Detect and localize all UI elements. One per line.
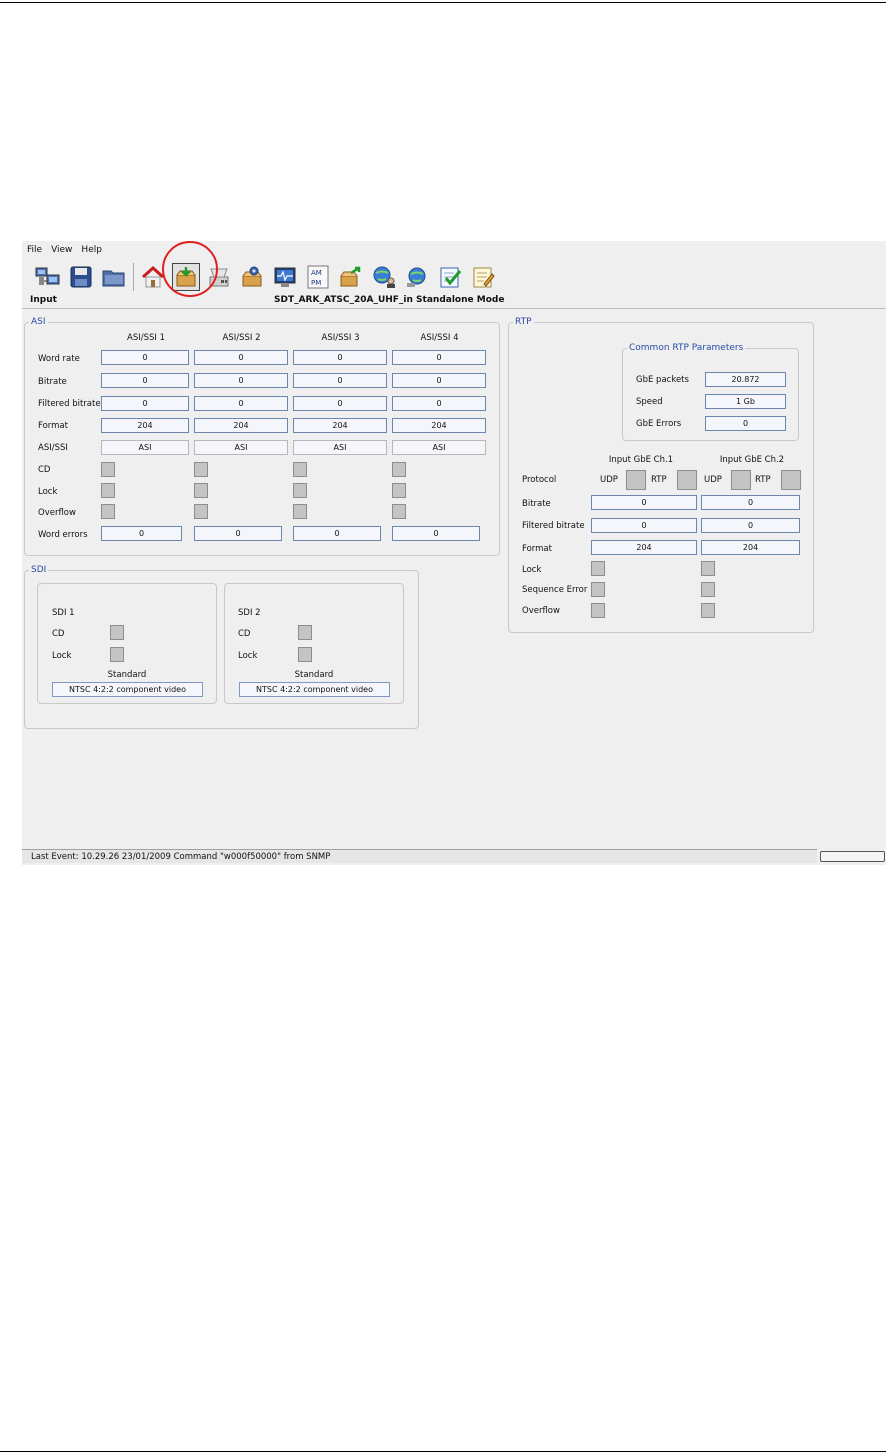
asi-word-rate-field: 0	[293, 350, 387, 365]
am-label: AM	[311, 269, 322, 277]
sdi-1-cd-indicator	[110, 625, 124, 640]
asi-overflow-indicator	[101, 504, 115, 519]
speed-field: 1 Gb	[705, 394, 786, 409]
asi-word-errors-field: 0	[101, 526, 182, 541]
asi-ssi-field: ASI	[101, 440, 189, 455]
rtp-ch2-filtered-bitrate-field: 0	[701, 518, 800, 533]
asi-ssi-field: ASI	[194, 440, 288, 455]
sdi-legend: SDI	[31, 565, 47, 575]
gbe-errors-label: GbE Errors	[636, 419, 682, 429]
save-icon[interactable]	[67, 263, 95, 291]
rtp-format-label: Format	[522, 544, 552, 554]
rtp-ch1-lock-indicator	[591, 561, 605, 576]
asi-word-errors-label: Word errors	[38, 530, 88, 540]
asi-format-field: 204	[293, 418, 387, 433]
sdi-2-standard-field: NTSC 4:2:2 component video	[239, 682, 390, 697]
am-pm-icon[interactable]	[304, 263, 332, 291]
gbe-ch2-header: Input GbE Ch.2	[719, 455, 785, 465]
asi-bitrate-field: 0	[392, 373, 486, 388]
ch1-rtp-indicator	[677, 470, 697, 490]
asi-cd-indicator	[194, 462, 208, 477]
sdi-2-standard-label: Standard	[294, 670, 334, 680]
asi-lock-indicator	[293, 483, 307, 498]
status-bar: Last Event: 10.29.26 23/01/2009 Command "w000f50000" from SNMP	[22, 849, 817, 863]
rtp-ch1-bitrate-field: 0	[591, 495, 697, 510]
sdi-2-lock-label: Lock	[238, 651, 258, 661]
ch1-rtp-label: RTP	[651, 475, 667, 485]
rtp-ch2-overflow-indicator	[701, 603, 715, 618]
menu-view[interactable]: View	[51, 245, 73, 255]
toolbar	[34, 261, 502, 293]
mode-title: SDT_ARK_ATSC_20A_UHF_in Standalone Mode	[274, 295, 505, 305]
rtp-legend: RTP	[515, 317, 532, 327]
sdi-2-title: SDI 2	[238, 608, 261, 618]
sdi-1-standard-label: Standard	[107, 670, 147, 680]
pm-label: PM	[311, 279, 322, 287]
header-divider	[22, 308, 886, 309]
asi-bitrate-field: 0	[101, 373, 189, 388]
asi-lock-indicator	[392, 483, 406, 498]
menu-file[interactable]: File	[27, 245, 43, 255]
application-window	[22, 241, 886, 865]
asi-format-label: Format	[38, 421, 68, 431]
gbe-packets-label: GbE packets	[636, 375, 689, 385]
asi-bitrate-field: 0	[194, 373, 288, 388]
asi-format-field: 204	[101, 418, 189, 433]
asi-lock-label: Lock	[38, 487, 58, 497]
rtp-ch1-overflow-indicator	[591, 603, 605, 618]
sdi-1-standard-field: NTSC 4:2:2 component video	[52, 682, 203, 697]
gbe-packets-field: 20.872	[705, 372, 786, 387]
menu-bar	[27, 245, 102, 255]
asi-column-header: ASI/SSI 4	[420, 333, 459, 343]
rtp-content	[508, 317, 814, 633]
asi-format-field: 204	[194, 418, 288, 433]
asi-overflow-indicator	[392, 504, 406, 519]
gbe-errors-field: 0	[705, 416, 786, 431]
asi-lock-indicator	[101, 483, 115, 498]
network-computers-icon[interactable]	[34, 263, 62, 291]
toolbar-separator	[133, 263, 134, 291]
asi-word-rate-field: 0	[194, 350, 288, 365]
asi-ssi-field: ASI	[293, 440, 387, 455]
asi-cd-indicator	[392, 462, 406, 477]
asi-filtered-bitrate-label: Filtered bitrate	[38, 399, 101, 409]
open-folder-icon[interactable]	[100, 263, 128, 291]
ch1-udp-label: UDP	[600, 475, 618, 485]
rtp-ch2-sequence-error-indicator	[701, 582, 715, 597]
ch2-udp-indicator	[731, 470, 751, 490]
sdi-1-title: SDI 1	[52, 608, 75, 618]
asi-word-rate-label: Word rate	[38, 354, 80, 364]
asi-lock-indicator	[194, 483, 208, 498]
asi-filtered-bitrate-field: 0	[101, 396, 189, 411]
asi-word-errors-field: 0	[194, 526, 282, 541]
page-title: Input	[30, 295, 57, 305]
asi-column-header: ASI/SSI 1	[127, 333, 165, 343]
highlight-circle	[162, 241, 218, 297]
ch2-udp-label: UDP	[704, 475, 722, 485]
export-box-icon[interactable]	[337, 263, 365, 291]
rtp-bitrate-label: Bitrate	[522, 499, 551, 509]
box-settings-icon[interactable]	[238, 263, 266, 291]
asi-column-header: ASI/SSI 2	[222, 333, 261, 343]
sdi-1-cd-label: CD	[52, 629, 65, 639]
asi-ssi-field: ASI	[392, 440, 486, 455]
asi-format-field: 204	[392, 418, 486, 433]
rtp-overflow-label: Overflow	[522, 606, 560, 616]
monitor-waveform-icon[interactable]	[271, 263, 299, 291]
sdi-1-lock-indicator	[110, 647, 124, 662]
asi-filtered-bitrate-field: 0	[392, 396, 486, 411]
asi-bitrate-field: 0	[293, 373, 387, 388]
rtp-ch2-lock-indicator	[701, 561, 715, 576]
sdi-content	[24, 565, 419, 729]
asi-filtered-bitrate-field: 0	[293, 396, 387, 411]
rtp-ch2-format-field: 204	[701, 540, 800, 555]
sequence-error-label: Sequence Error	[522, 585, 588, 595]
page-bottom-rule	[0, 1451, 886, 1452]
asi-cd-label: CD	[38, 465, 51, 475]
ch2-rtp-indicator	[781, 470, 801, 490]
asi-word-errors-field: 0	[392, 526, 480, 541]
sdi-2-lock-indicator	[298, 647, 312, 662]
checklist-icon[interactable]	[436, 263, 464, 291]
asi-column-header: ASI/SSI 3	[321, 333, 360, 343]
sdi-2-cd-label: CD	[238, 629, 251, 639]
asi-word-errors-field: 0	[293, 526, 381, 541]
protocol-label: Protocol	[522, 475, 557, 485]
common-rtp-legend: Common RTP Parameters	[629, 343, 744, 353]
asi-overflow-indicator	[293, 504, 307, 519]
rtp-lock-label: Lock	[522, 565, 542, 575]
asi-word-rate-field: 0	[392, 350, 486, 365]
asi-overflow-indicator	[194, 504, 208, 519]
ch2-rtp-label: RTP	[755, 475, 771, 485]
rtp-filtered-bitrate-label: Filtered bitrate	[522, 521, 585, 531]
globe-user-icon[interactable]	[370, 263, 398, 291]
asi-legend: ASI	[31, 317, 46, 327]
rtp-ch2-bitrate-field: 0	[701, 495, 800, 510]
asi-cd-indicator	[293, 462, 307, 477]
asi-word-rate-field: 0	[101, 350, 189, 365]
status-progress-box	[820, 851, 885, 862]
sdi-2-cd-indicator	[298, 625, 312, 640]
ch1-udp-indicator	[626, 470, 646, 490]
sdi-1-lock-label: Lock	[52, 651, 72, 661]
rtp-ch1-sequence-error-indicator	[591, 582, 605, 597]
asi-cd-indicator	[101, 462, 115, 477]
rtp-ch1-format-field: 204	[591, 540, 697, 555]
page-top-rule	[0, 2, 886, 3]
asi-bitrate-label: Bitrate	[38, 377, 67, 387]
globe-search-icon[interactable]	[403, 263, 431, 291]
asi-filtered-bitrate-field: 0	[194, 396, 288, 411]
speed-label: Speed	[636, 397, 663, 407]
gbe-ch1-header: Input GbE Ch.1	[608, 455, 674, 465]
rtp-ch1-filtered-bitrate-field: 0	[591, 518, 697, 533]
asi-overflow-label: Overflow	[38, 508, 76, 518]
edit-note-icon[interactable]	[469, 263, 497, 291]
asi-ssi-label: ASI/SSI	[38, 443, 68, 453]
asi-content	[24, 317, 500, 556]
menu-help[interactable]: Help	[81, 245, 102, 255]
